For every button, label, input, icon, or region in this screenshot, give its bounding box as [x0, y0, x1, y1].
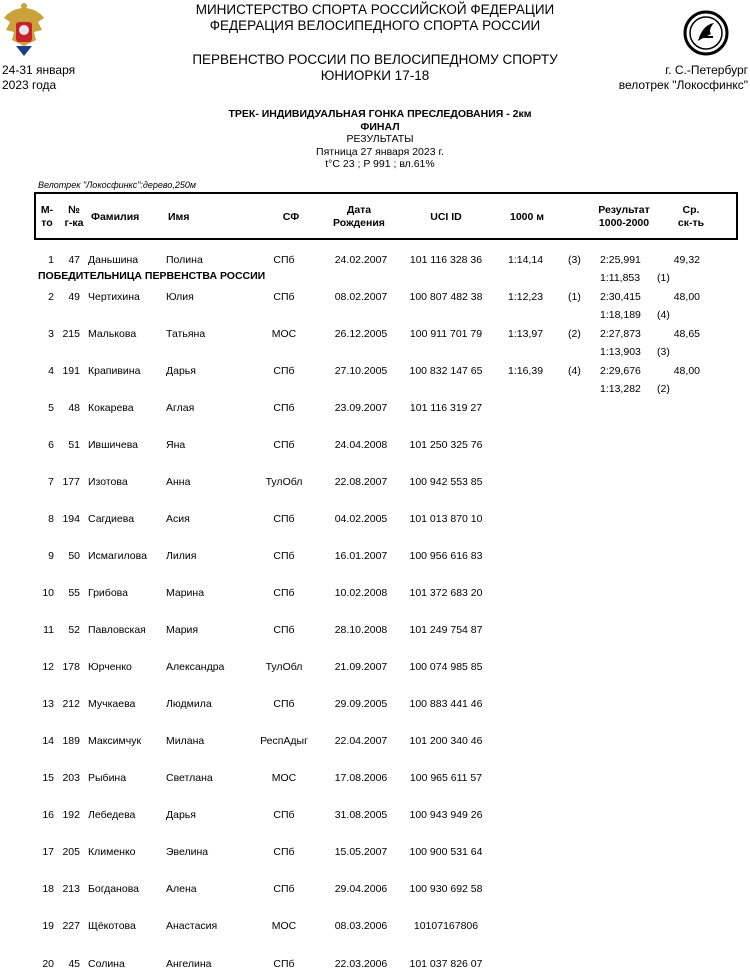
- col-bib: № г-ка: [64, 204, 84, 229]
- cell-name: Анастасия: [166, 920, 218, 932]
- cell-surname: Павловская: [88, 624, 146, 636]
- cell-rsplit2: (1): [657, 272, 670, 284]
- cell-uci: 101 116 319 27: [409, 402, 483, 414]
- cell-rsplit2: (4): [657, 309, 670, 321]
- cell-place: 20: [42, 958, 54, 970]
- cell-name: Марина: [166, 587, 205, 599]
- race-info: [100, 108, 660, 171]
- cell-region: МОС: [271, 328, 297, 340]
- cell-dob: 27.10.2005: [334, 365, 388, 377]
- cell-surname: Юрченко: [88, 661, 132, 673]
- cell-dob: 24.02.2007: [334, 254, 388, 266]
- cell-dob: 22.03.2006: [334, 958, 388, 970]
- cell-surname: Солина: [88, 958, 125, 970]
- cell-bib: 55: [68, 587, 80, 599]
- race-date: Пятница 27 января 2023 г.: [316, 145, 444, 158]
- cell-dob: 21.09.2007: [334, 661, 388, 673]
- cell-split2: 1:13,903: [600, 346, 641, 358]
- cell-region: СПб: [273, 698, 295, 710]
- cell-name: Татьяна: [166, 328, 206, 340]
- cell-name: Алена: [166, 883, 197, 895]
- cell-uci: 101 037 826 07: [409, 958, 483, 970]
- cell-uci: 100 074 985 85: [409, 661, 483, 673]
- cell-name: Анна: [166, 476, 191, 488]
- championship-title: ПЕРВЕНСТВО РОССИИ ПО ВЕЛОСИПЕДНОМУ СПОРТУ: [192, 52, 558, 67]
- cell-name: Яна: [166, 439, 186, 451]
- cell-place: 16: [42, 809, 54, 821]
- cell-bib: 215: [62, 328, 80, 340]
- cell-region: СПб: [273, 254, 295, 266]
- cell-name: Эвелина: [166, 846, 209, 858]
- col-place: М- то: [40, 204, 54, 229]
- cell-surname: Лебедева: [88, 809, 136, 821]
- col-region: СФ: [282, 211, 300, 223]
- cell-bib: 48: [68, 402, 80, 414]
- cell-surname: Сагдиева: [88, 513, 135, 525]
- cell-bib: 203: [62, 772, 80, 784]
- cell-bib: 50: [68, 550, 80, 562]
- cell-place: 11: [43, 624, 54, 636]
- cell-dob: 24.04.2008: [334, 439, 388, 451]
- cell-place: 12: [42, 661, 54, 673]
- ministry-header: [150, 2, 600, 34]
- cell-name: Полина: [166, 254, 203, 266]
- cell-name: Лилия: [166, 550, 197, 562]
- cell-surname: Рыбина: [88, 772, 127, 784]
- cell-uci: 100 911 701 79: [409, 328, 483, 340]
- cell-region: СПб: [273, 402, 295, 414]
- cell-dob: 29.09.2005: [334, 698, 388, 710]
- cell-name: Дарья: [166, 809, 196, 821]
- table-header: [34, 192, 738, 240]
- results-label: РЕЗУЛЬТАТЫ: [346, 133, 414, 145]
- cell-region: СПб: [273, 439, 295, 451]
- federation-title: ФЕДЕРАЦИЯ ВЕЛОСИПЕДНОГО СПОРТА РОССИИ: [209, 18, 541, 33]
- cell-place: 3: [48, 328, 54, 340]
- cell-dob: 15.05.2007: [334, 846, 388, 858]
- cell-bib: 178: [62, 661, 80, 673]
- cell-uci: 100 965 611 57: [409, 772, 483, 784]
- cell-region: ТулОбл: [265, 661, 303, 673]
- col-speed: Ср. ск-ть: [677, 204, 705, 229]
- cell-speed: 48,65: [673, 328, 700, 340]
- track-info: Велотрек "Локосфинкс":дерево,250м: [38, 180, 197, 190]
- cell-region: СПб: [273, 550, 295, 562]
- cell-surname: Богданова: [88, 883, 139, 895]
- cell-split2: 1:11,853: [600, 272, 641, 284]
- col-name: Имя: [168, 211, 190, 223]
- cell-bib: 51: [68, 439, 80, 451]
- cell-split2: 1:13,282: [600, 383, 641, 395]
- cell-region: РеспАдыг: [260, 735, 308, 747]
- cell-dob: 04.02.2005: [334, 513, 388, 525]
- cell-surname: Ившичева: [88, 439, 139, 451]
- cell-dob: 26.12.2005: [334, 328, 388, 340]
- cell-region: СПб: [273, 958, 295, 970]
- cell-bib: 177: [62, 476, 80, 488]
- cell-surname: Крапивина: [88, 365, 141, 377]
- cell-name: Асия: [166, 513, 190, 525]
- championship-header: [150, 52, 600, 84]
- dates-line1: 24-31 января: [2, 63, 76, 77]
- cell-dob: 10.02.2008: [334, 587, 388, 599]
- cell-dob: 08.03.2006: [334, 920, 388, 932]
- cycling-federation-logo-icon: [683, 10, 729, 56]
- cell-r1000: (3): [568, 254, 581, 266]
- cell-dob: 28.10.2008: [334, 624, 388, 636]
- cell-place: 4: [48, 365, 54, 377]
- dates-line2: 2023 года: [2, 78, 57, 92]
- cell-place: 7: [48, 476, 54, 488]
- cell-rsplit2: (3): [657, 346, 670, 358]
- cell-region: СПб: [273, 513, 295, 525]
- cell-result: 2:30,415: [600, 291, 641, 303]
- cell-bib: 205: [62, 846, 80, 858]
- cell-place: 17: [42, 846, 54, 858]
- cell-surname: Чертихина: [88, 291, 140, 303]
- cell-bib: 213: [62, 883, 80, 895]
- cell-region: СПб: [273, 624, 295, 636]
- cell-place: 5: [48, 402, 54, 414]
- col-surname: Фамилия: [91, 211, 140, 223]
- cell-surname: Грибова: [88, 587, 128, 599]
- cell-uci: 100 832 147 65: [409, 365, 483, 377]
- cell-dob: 17.08.2006: [334, 772, 388, 784]
- cell-dob: 22.04.2007: [334, 735, 388, 747]
- city: г. С.-Петербург: [665, 63, 748, 77]
- cell-region: СПб: [273, 809, 295, 821]
- cell-region: СПб: [273, 883, 295, 895]
- cell-surname: Изотова: [88, 476, 128, 488]
- cell-name: Аглая: [166, 402, 195, 414]
- cell-name: Людмила: [166, 698, 212, 710]
- cell-bib: 194: [62, 513, 80, 525]
- cell-surname: Щёкотова: [88, 920, 136, 932]
- cell-r1000: (1): [568, 291, 581, 303]
- cell-name: Александра: [166, 661, 225, 673]
- col-split1000: 1000 м: [510, 211, 545, 223]
- cell-result: 2:29,676: [600, 365, 641, 377]
- cell-dob: 16.01.2007: [334, 550, 388, 562]
- cell-region: СПб: [273, 846, 295, 858]
- cell-surname: Даньшина: [88, 254, 139, 266]
- cell-t1000: 1:16,39: [508, 365, 544, 377]
- cell-uci: 101 013 870 10: [409, 513, 483, 525]
- cell-speed: 48,00: [673, 365, 700, 377]
- cell-bib: 49: [68, 291, 80, 303]
- cell-dob: 22.08.2007: [334, 476, 388, 488]
- cell-name: Юлия: [166, 291, 194, 303]
- cell-uci: 100 956 616 83: [409, 550, 483, 562]
- cell-t1000: 1:14,14: [508, 254, 544, 266]
- cell-uci: 101 116 328 36: [409, 254, 483, 266]
- cell-r1000: (4): [568, 365, 581, 377]
- cell-surname: Исмагилова: [88, 550, 147, 562]
- cell-place: 10: [42, 587, 54, 599]
- cell-uci: 10107167806: [413, 920, 479, 932]
- cell-bib: 45: [68, 958, 80, 970]
- col-dob: Дата Рождения: [333, 204, 385, 229]
- cell-surname: Малькова: [88, 328, 137, 340]
- cell-dob: 23.09.2007: [334, 402, 388, 414]
- cell-dob: 29.04.2006: [334, 883, 388, 895]
- cell-uci: 101 200 340 46: [409, 735, 483, 747]
- cell-place: 2: [48, 291, 54, 303]
- cell-uci: 100 807 482 38: [409, 291, 483, 303]
- cell-region: МОС: [271, 920, 297, 932]
- cell-region: ТулОбл: [265, 476, 303, 488]
- cell-surname: Максимчук: [88, 735, 142, 747]
- venue-name: велотрек "Локосфинкс": [618, 78, 748, 92]
- cell-name: Милана: [166, 735, 205, 747]
- cell-uci: 101 372 683 20: [409, 587, 483, 599]
- event-dates: [2, 63, 75, 93]
- cell-name: Мария: [166, 624, 199, 636]
- cell-bib: 212: [62, 698, 80, 710]
- cell-name: Дарья: [166, 365, 196, 377]
- cell-dob: 31.08.2005: [334, 809, 388, 821]
- cell-uci: 100 930 692 58: [409, 883, 483, 895]
- event-location: [619, 63, 748, 93]
- category-title: ЮНИОРКИ 17-18: [320, 68, 430, 83]
- cell-t1000: 1:12,23: [508, 291, 544, 303]
- cell-speed: 48,00: [673, 291, 700, 303]
- cell-place: 19: [42, 920, 54, 932]
- cell-region: СПб: [273, 365, 295, 377]
- ministry-title: МИНИСТЕРСТВО СПОРТА РОССИЙСКОЙ ФЕДЕРАЦИИ: [195, 2, 555, 17]
- cell-bib: 52: [68, 624, 80, 636]
- col-uci: UCI ID: [430, 211, 462, 223]
- cell-dob: 08.02.2007: [334, 291, 388, 303]
- cell-place: 15: [42, 772, 54, 784]
- cell-place: 13: [42, 698, 54, 710]
- cell-result: 2:25,991: [600, 254, 641, 266]
- cell-surname: Мучкаева: [88, 698, 136, 710]
- race-title: ТРЕК- ИНДИВИДУАЛЬНАЯ ГОНКА ПРЕСЛЕДОВАНИЯ - 2км: [228, 108, 532, 120]
- cell-uci: 101 250 325 76: [409, 439, 483, 451]
- cell-region: МОС: [271, 772, 297, 784]
- cell-place: 14: [42, 735, 54, 747]
- cell-uci: 100 883 441 46: [409, 698, 483, 710]
- cell-split2: 1:18,189: [600, 309, 641, 321]
- race-stage: ФИНАЛ: [360, 120, 400, 133]
- cell-bib: 227: [62, 920, 80, 932]
- cell-place: 9: [48, 550, 54, 562]
- cell-rsplit2: (2): [657, 383, 670, 395]
- weather-info: t°C 23 ; P 991 ; вл.61%: [325, 158, 435, 170]
- cell-place: 18: [42, 883, 54, 895]
- cell-uci: 100 900 531 64: [409, 846, 483, 858]
- cell-uci: 101 249 754 87: [409, 624, 483, 636]
- cell-place: 6: [48, 439, 54, 451]
- cell-region: СПб: [273, 587, 295, 599]
- cell-surname: Кокарева: [88, 402, 134, 414]
- cell-region: СПб: [273, 291, 295, 303]
- winner-note: ПОБЕДИТЕЛЬНИЦА ПЕРВЕНСТВА РОССИИ: [38, 270, 266, 282]
- cell-r1000: (2): [568, 328, 581, 340]
- cell-t1000: 1:13,97: [508, 328, 544, 340]
- cell-result: 2:27,873: [600, 328, 641, 340]
- cell-bib: 191: [62, 365, 80, 377]
- cell-uci: 100 943 949 26: [409, 809, 483, 821]
- cell-bib: 189: [62, 735, 80, 747]
- cell-name: Светлана: [166, 772, 213, 784]
- cell-bib: 47: [68, 254, 80, 266]
- cell-place: 1: [48, 254, 54, 266]
- cell-uci: 100 942 553 85: [409, 476, 483, 488]
- cell-name: Ангелина: [166, 958, 212, 970]
- ministry-emblem-icon: [2, 2, 46, 58]
- cell-bib: 192: [62, 809, 80, 821]
- cell-speed: 49,32: [673, 254, 700, 266]
- col-result: Результат 1000-2000: [598, 204, 650, 229]
- cell-surname: Клименко: [88, 846, 136, 858]
- cell-place: 8: [48, 513, 54, 525]
